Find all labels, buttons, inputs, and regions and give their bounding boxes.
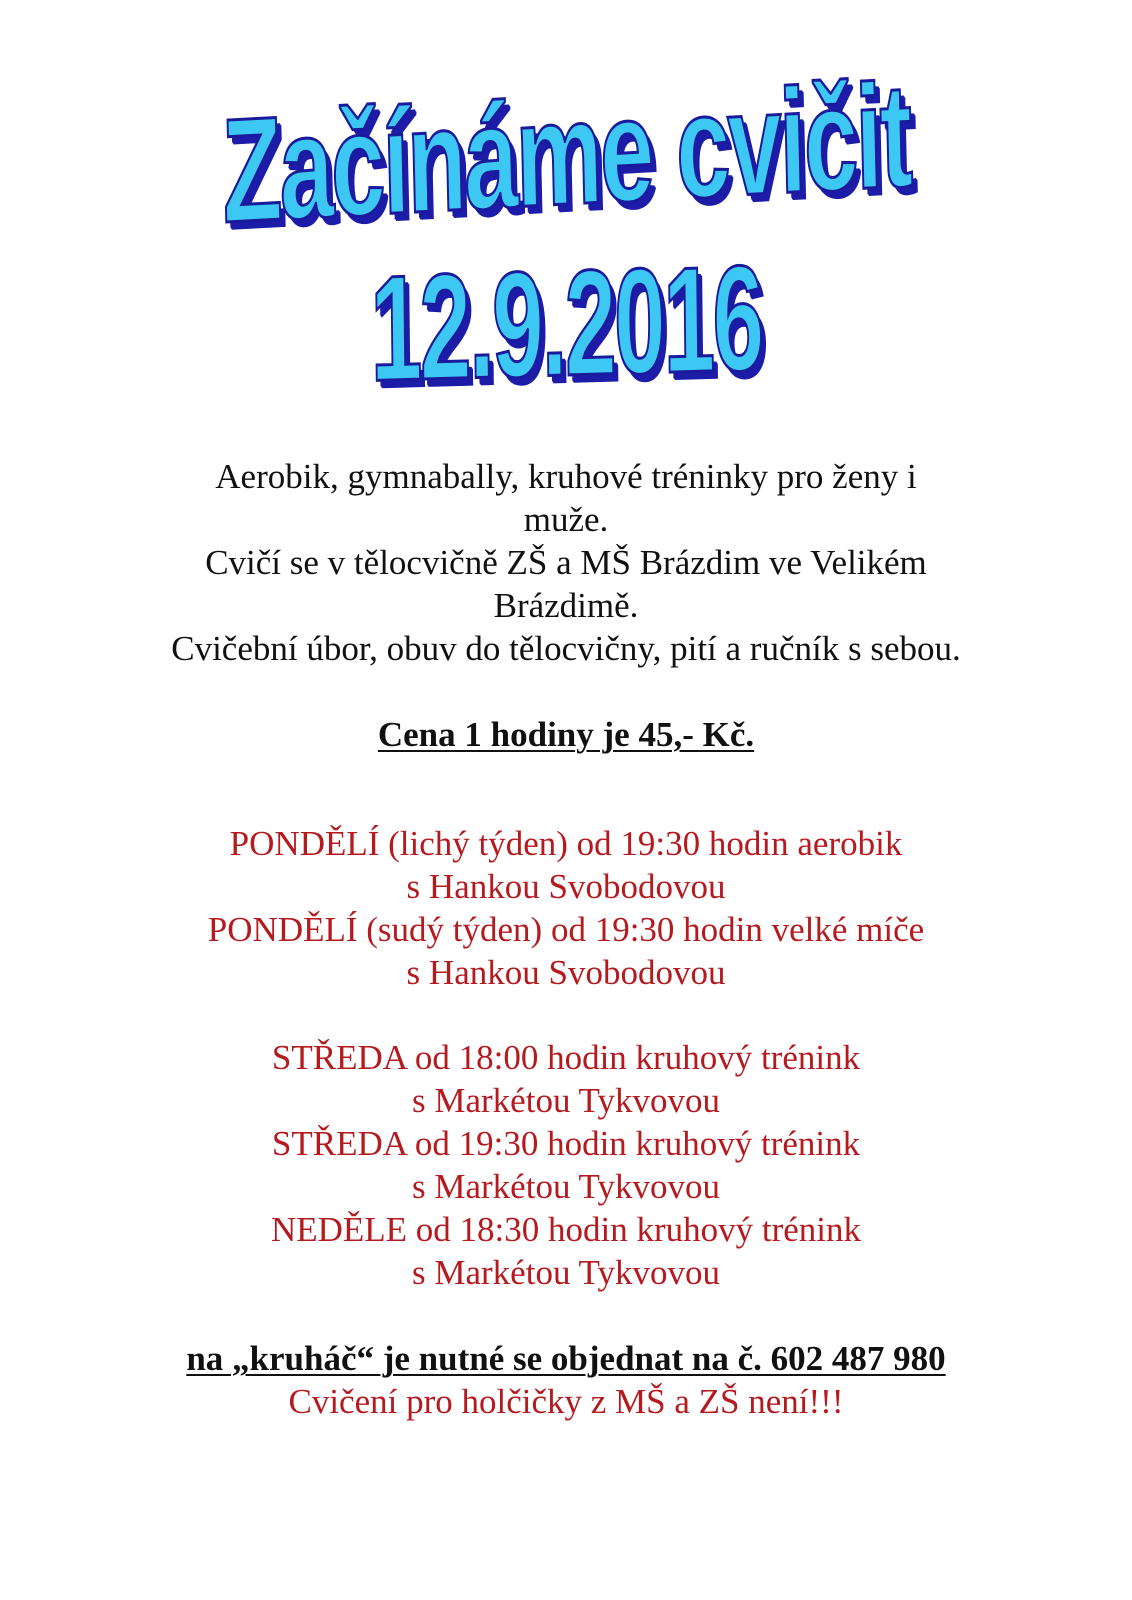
intro-line: Cvičební úbor, obuv do tělocvičny, pití a ručník s sebou.: [171, 629, 961, 668]
price-text: Cena 1 hodiny je 45,- Kč.: [377, 715, 755, 754]
intro-text: [0, 455, 1132, 670]
intro-line: Aerobik, gymnabally, kruhové tréninky pro ženy i: [215, 457, 917, 496]
schedule-line: s Markétou Tykvovou: [412, 1081, 720, 1120]
schedule-line: STŘEDA od 19:30 hodin kruhový trénink: [271, 1124, 861, 1163]
headline-date: 12.9.2016: [369, 233, 763, 413]
schedule-line: s Hankou Svobodovou: [406, 867, 726, 906]
schedule-monday: [0, 822, 1132, 994]
price-section: [0, 713, 1132, 756]
note-text: Cvičení pro holčičky z MŠ a ZŠ není!!!: [288, 1382, 844, 1421]
schedule-other: [0, 1036, 1132, 1294]
schedule-line: NEDĚLE od 18:30 hodin kruhový trénink: [270, 1210, 862, 1249]
schedule-line: PONDĚLÍ (sudý týden) od 19:30 hodin velké míče: [207, 910, 925, 949]
headline-title: Začínáme cvičit: [220, 52, 912, 255]
intro-line: Brázdimě.: [493, 586, 639, 625]
booking-section: [0, 1337, 1132, 1380]
schedule-line: s Markétou Tykvovou: [412, 1253, 720, 1292]
note-section: [0, 1380, 1132, 1423]
schedule-line: s Hankou Svobodovou: [406, 953, 726, 992]
schedule-line: s Markétou Tykvovou: [412, 1167, 720, 1206]
schedule-line: STŘEDA od 18:00 hodin kruhový trénink: [271, 1038, 861, 1077]
schedule-line: PONDĚLÍ (lichý týden) od 19:30 hodin aerobik: [229, 824, 903, 863]
intro-line: Cvičí se v tělocvičně ZŠ a MŠ Brázdim ve Velikém: [205, 543, 927, 582]
booking-text: na „kruháč“ je nutné se objednat na č. 602 487 980: [186, 1339, 946, 1378]
intro-line: muže.: [523, 500, 609, 539]
